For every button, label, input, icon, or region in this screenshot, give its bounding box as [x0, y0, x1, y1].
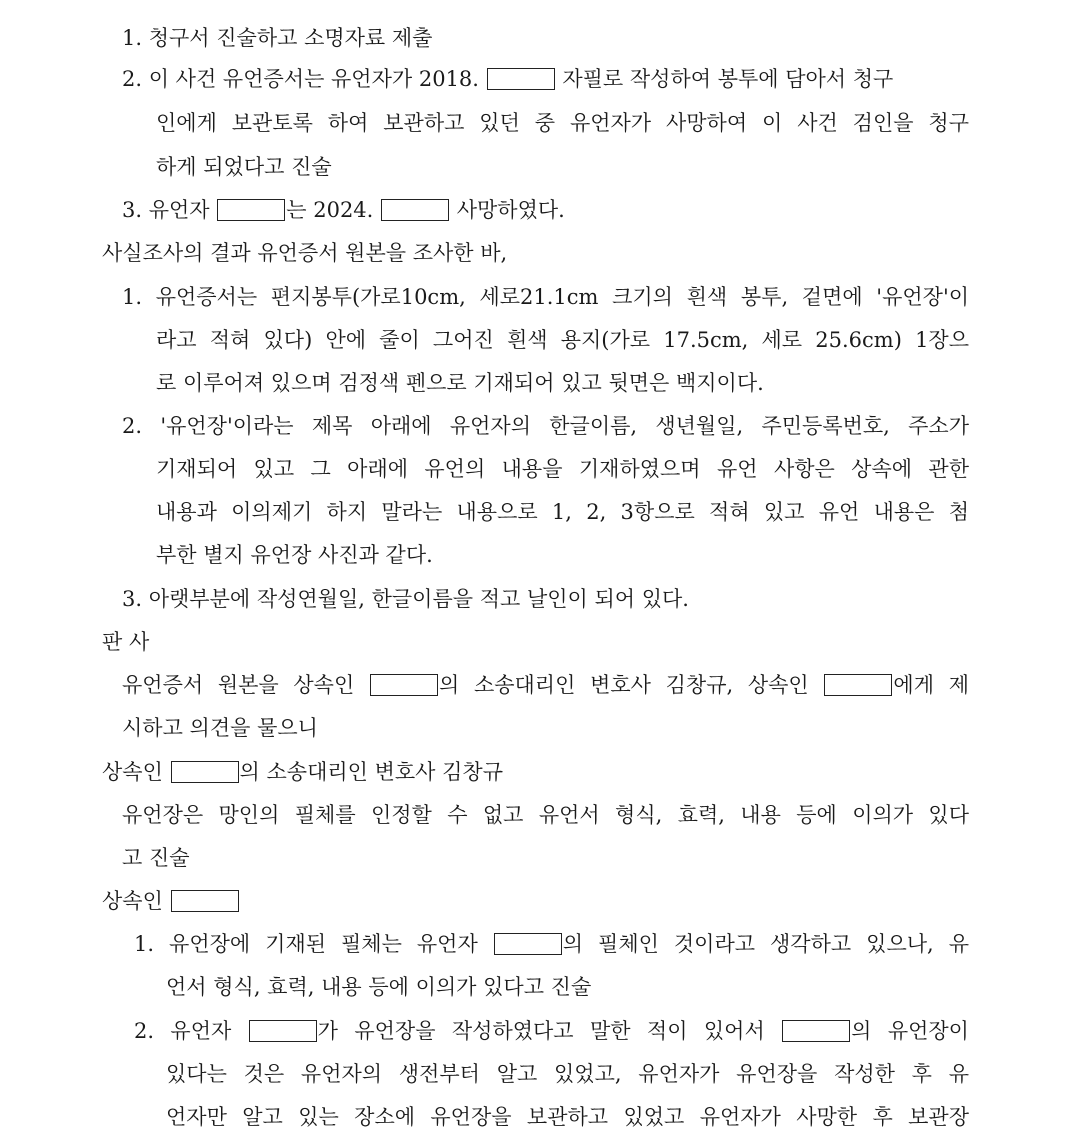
redacted-name-box — [217, 199, 285, 221]
heir2-item1-line1 — [134, 929, 969, 959]
text: 가 유언장을 작성하였다고 말한 적이 있어서 — [317, 1019, 765, 1043]
heir2-item2-line1 — [134, 1016, 969, 1046]
text: 3. 유언자 — [122, 198, 210, 222]
heir2-label — [102, 886, 240, 916]
redacted-date-box — [381, 199, 449, 221]
text: 의 소송대리인 변호사 김창규, 상속인 — [438, 673, 809, 697]
heir2-item2-line3: 언자만 알고 있는 장소에 유언장을 보관하고 있었고 유언자가 사망한 후 보관장 — [166, 1105, 969, 1129]
section2-item2-line3: 내용과 이의제기 하지 말라는 내용으로 1, 2, 3항으로 적혀 있고 유언 내용은 첨 — [156, 500, 969, 524]
redacted-name-box — [249, 1020, 317, 1042]
heir1-label — [102, 757, 503, 787]
text: 는 2024. — [286, 198, 374, 222]
section1-item2-line2: 인에게 보관토록 하여 보관하고 있던 중 유언자가 사망하여 이 사건 검인을 청구 — [156, 111, 969, 135]
section2-item1-line2: 라고 적혀 있다) 안에 줄이 그어진 흰색 용지(가로 17.5cm, 세로 25.6cm) 1장으 — [156, 328, 969, 352]
judge-label: 판 사 — [102, 630, 150, 654]
section2-heading: 사실조사의 결과 유언증서 원본을 조사한 바, — [102, 241, 508, 265]
section2-item3: 3. 아랫부분에 작성연월일, 한글이름을 적고 날인이 되어 있다. — [122, 587, 689, 611]
redacted-name-box — [494, 933, 562, 955]
judge-line1 — [122, 670, 969, 700]
redacted-name-box — [824, 674, 892, 696]
redacted-date-box — [487, 68, 555, 90]
heir1-line1: 유언장은 망인의 필체를 인정할 수 없고 유언서 형식, 효력, 내용 등에 이의가 있다 — [122, 803, 969, 827]
redacted-name-box — [171, 890, 239, 912]
text: 2. 이 사건 유언증서는 유언자가 2018. — [122, 67, 479, 91]
text: 자필로 작성하여 봉투에 담아서 청구 — [562, 67, 894, 91]
judge-line2: 시하고 의견을 물으니 — [122, 716, 318, 740]
section2-item2-line1: 2. '유언장'이라는 제목 아래에 유언자의 한글이름, 생년월일, 주민등록번호, 주소가 — [122, 414, 969, 438]
section1-item2-line3: 하게 되었다고 진술 — [156, 155, 332, 179]
heir2-item2-line2: 있다는 것은 유언자의 생전부터 알고 있었고, 유언자가 유언장을 작성한 후 유 — [166, 1062, 969, 1086]
section2-item1-line3: 로 이루어져 있으며 검정색 펜으로 기재되어 있고 뒷면은 백지이다. — [156, 371, 764, 395]
redacted-name-box — [370, 674, 438, 696]
text: 에게 제 — [893, 673, 969, 697]
redacted-name-box — [782, 1020, 850, 1042]
text: 2. 유언자 — [134, 1019, 232, 1043]
text: 상속인 — [102, 889, 163, 913]
section1-item3 — [122, 195, 565, 225]
redacted-name-box — [171, 761, 239, 783]
text: 의 소송대리인 변호사 김창규 — [239, 760, 504, 784]
section1-item2-line1 — [122, 64, 893, 94]
text: 상속인 — [102, 760, 163, 784]
text: 사망하였다. — [456, 198, 565, 222]
section1-item1: 1. 청구서 진술하고 소명자료 제출 — [122, 26, 433, 50]
section2-item2-line2: 기재되어 있고 그 아래에 유언의 내용을 기재하였으며 유언 사항은 상속에 관한 — [156, 457, 969, 481]
text: 유언증서 원본을 상속인 — [122, 673, 355, 697]
heir2-item1-line2: 언서 형식, 효력, 내용 등에 이의가 있다고 진술 — [166, 975, 592, 999]
text: 의 필체인 것이라고 생각하고 있으나, 유 — [562, 932, 969, 956]
section2-item2-line4: 부한 별지 유언장 사진과 같다. — [156, 543, 433, 567]
section2-item1-line1: 1. 유언증서는 편지봉투(가로10cm, 세로21.1cm 크기의 흰색 봉투, 겉면에 '유언장'이 — [122, 285, 969, 309]
heir1-line2: 고 진술 — [122, 846, 190, 870]
text: 1. 유언장에 기재된 필체는 유언자 — [134, 932, 478, 956]
text: 의 유언장이 — [851, 1019, 969, 1043]
